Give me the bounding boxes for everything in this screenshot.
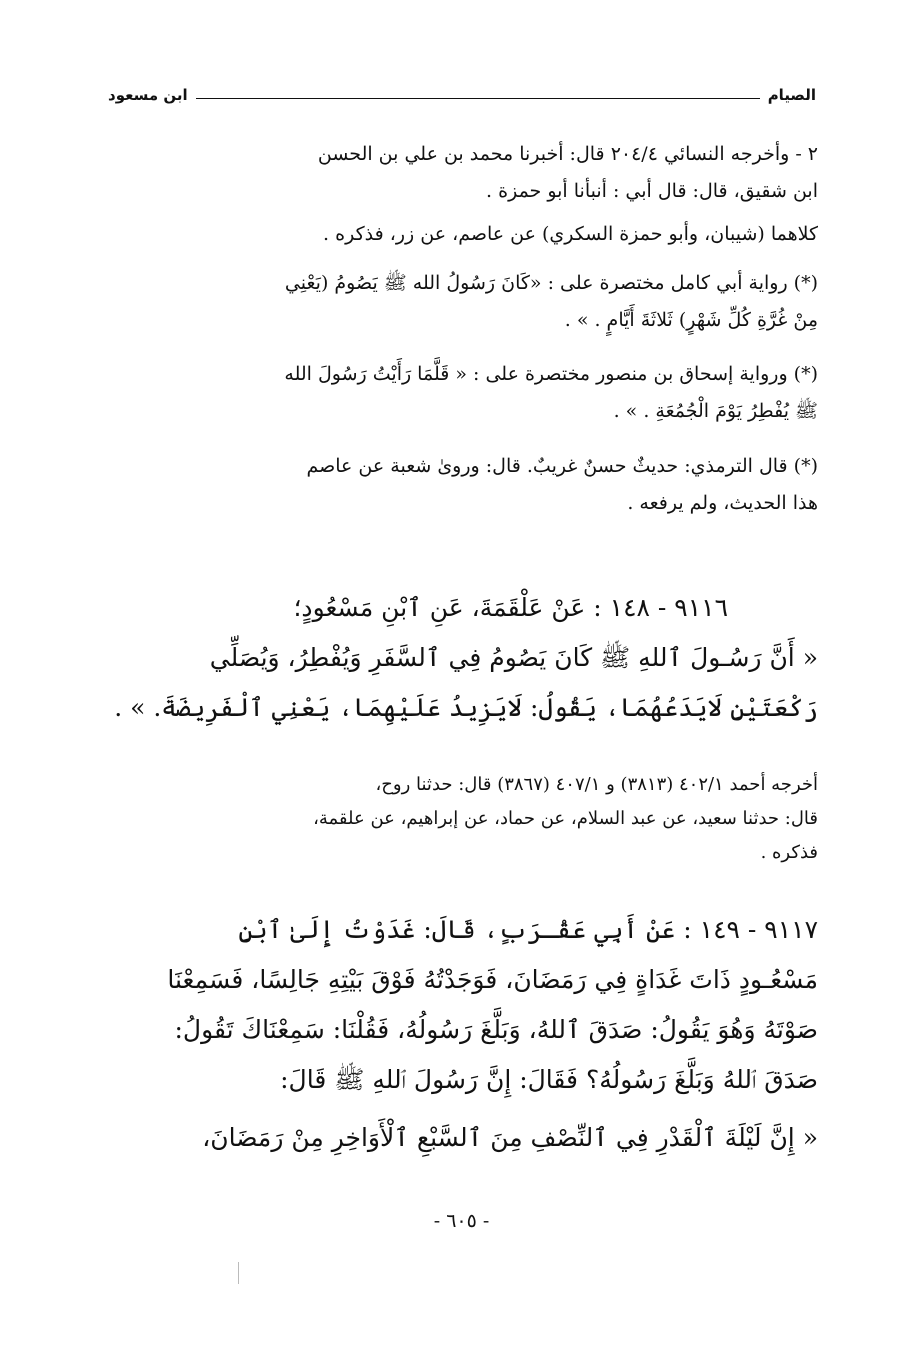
header-author: ابن مسعود <box>108 86 188 104</box>
header-rule <box>196 98 760 99</box>
hadith-line: صَوْتَهُ وَهُوَ يَقُولُ: صَدَقَ ٱللهُ، وَبَلَّغَ رَسُولُهُ، فَقُلْنَا: سَمِعْنَاكَ تَقُولُ: <box>174 1015 818 1044</box>
note-ishaq <box>112 356 818 430</box>
hadith-9117 <box>112 905 818 1163</box>
hadith-line: « إِنَّ لَيْلَةَ ٱلْقَدْرِ فِي ٱلنِّصْفِ مِنَ ٱلسَّبْعِ ٱلْأَوَاخِرِ مِنْ رَمَضَانَ، <box>202 1123 818 1152</box>
hadith-heading: ٩١١٧ - ١٤٩ : عَنْ أَبِي عَقْـرَبٍ، قَالَ: غَدَوْتُ إِلَىٰ ٱبْنِ <box>238 915 818 944</box>
hadith-line: مَسْعُـودٍ ذَاتَ غَدَاةٍ فِي رَمَضَانَ، فَوَجَدْتُهُ فَوْقَ بَيْتِهِ جَالِسًا، فَسَمِعْنَا <box>167 965 818 994</box>
chapter-title: الصيام <box>767 86 816 104</box>
text-line: قال: حدثنا سعيد، عن عبد السلام، عن حماد، عن إبراهيم، عن علقمة، <box>313 808 818 829</box>
hadith-line: صَدَقَ ٱللهُ وَبَلَّغَ رَسُولُهُ؟ فَقَالَ: إِنَّ رَسُولَ ٱللهِ ﷺ قَالَ: <box>280 1065 818 1094</box>
hadith-heading: ٩١١٦ - ١٤٨ : عَنْ عَلْقَمَةَ، عَنِ ٱبْنِ مَسْعُودٍ؛ <box>293 593 728 622</box>
page-number: - ٦٠٥ - <box>433 1210 490 1232</box>
hadith-9116 <box>112 583 818 733</box>
text-line: فذكره . <box>760 842 818 863</box>
scan-mark <box>238 1262 239 1284</box>
text-line: مِنْ غُرَّةِ كُلِّ شَهْرٍ) ثَلاثَةَ أَيَّامٍ . » . <box>564 309 818 331</box>
text-line: أخرجه أحمد ٤٠٢/١ (٣٨١٣) و ٤٠٧/١ (٣٨٦٧) قال: حدثنا روح، <box>375 774 818 795</box>
takhrij-paragraph-1 <box>112 136 818 253</box>
text-line: (*) ورواية إسحاق بن منصور مختصرة على : « قَلَّمَا رَأَيْتُ رَسُولَ الله <box>284 363 818 385</box>
note-abu-kamil <box>112 265 818 339</box>
takhrij-9116 <box>112 768 818 870</box>
text-line: ٢ - وأخرجه النسائي ٢٠٤/٤ قال: أخبرنا محمد بن علي بن الحسن <box>317 143 818 165</box>
running-header <box>108 78 816 104</box>
text-line: ابن شقيق، قال: قال أبي : أنبأنا أبو حمزة . <box>486 180 818 202</box>
text-line: ﷺ يُفْطِرُ يَوْمَ الْجُمُعَةِ . » . <box>613 400 818 422</box>
hadith-line: « أَنَّ رَسُـولَ ٱللهِ ﷺ كَانَ يَصُومُ فِي ٱلسَّفَرِ وَيُفْطِرُ، وَيُصَلِّي <box>209 643 818 672</box>
text-line: هذا الحديث، ولم يرفعه . <box>627 492 818 514</box>
hadith-line: رَكْعَتَيْنِ لَايَدَعُهُمَا، يَقُولُ: لَايَزِيدُ عَلَيْهِمَا، يَعْنِي ٱلْفَرِيضَةَ. » . <box>114 693 818 722</box>
note-tirmidhi <box>112 448 818 522</box>
text-line: (*) قال الترمذي: حديثٌ حسنٌ غريبٌ. قال: وروىٰ شعبة عن عاصم <box>306 455 818 477</box>
text-line: (*) رواية أبي كامل مختصرة على : «كَانَ رَسُولُ الله ﷺ يَصُومُ (يَعْنِي <box>284 272 818 294</box>
text-line: كلاهما (شيبان، وأبو حمزة السكري) عن عاصم، عن زر، فذكره . <box>323 223 818 245</box>
